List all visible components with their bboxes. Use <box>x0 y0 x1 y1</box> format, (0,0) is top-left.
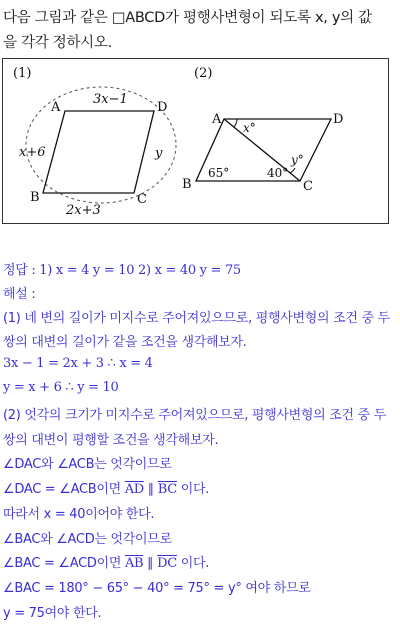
angle-calculation: ∠BAC = 180° − 65° − 40° = 75° = y° 여야 하므로 <box>3 581 311 596</box>
explanation-line: (1) 네 변의 길이가 미지수로 주어져있으므로, 평행사변형의 조건 중 두 <box>3 311 390 326</box>
explanation-line: 쌍의 대변의 길이가 같을 조건을 생각해보자. <box>3 335 247 350</box>
conclusion-y: y = 75여야 한다. <box>3 606 102 621</box>
figure-2-angle-y: y° <box>291 153 304 167</box>
figure-2-angle-x: x° <box>243 121 256 135</box>
parallel-statement-2 <box>3 552 209 571</box>
parallel-2-suffix: 이다. <box>176 556 210 571</box>
figure-2-label: (2) <box>194 66 213 81</box>
angle-arc-c <box>290 168 295 173</box>
figure-box <box>2 58 389 224</box>
explanation-line: ∠DAC와 ∠ACB는 엇각이므로 <box>3 457 172 472</box>
question-line-1: 다음 그림과 같은 □ABCD가 평행사변형이 되도록 x, y의 값 <box>3 10 372 26</box>
figure-1-vertex-c: C <box>137 192 147 207</box>
figure-2-angle-b: 65° <box>208 166 230 180</box>
figure-2-vertex-b: B <box>182 177 192 192</box>
parallel-statement-1 <box>3 478 209 497</box>
diagonal-ac <box>224 119 300 181</box>
conclusion-x: 따라서 x = 40이어야 한다. <box>3 507 155 522</box>
figure-1-top-side: 3x−1 <box>93 92 128 107</box>
angle-arc-a <box>234 119 237 127</box>
parallel-1-prefix: ∠DAC = ∠ACB이면 <box>3 482 125 497</box>
figure-2-vertex-c: C <box>303 179 313 194</box>
explanation-line: 쌍의 대변이 평행할 조건을 생각해보자. <box>3 433 219 448</box>
explanation-label: 해설 : <box>3 287 36 302</box>
figure-1-right-side: y <box>155 146 163 161</box>
alternate-angle-line: ∠BAC와 ∠ACD는 엇각이므로 <box>3 532 172 547</box>
figure-2-vertex-a: A <box>212 112 222 127</box>
segment-bc: $\overline{BC}$ <box>157 482 177 497</box>
figures-svg <box>3 59 390 225</box>
segment-ab: $\overline{AB}$ <box>124 556 144 571</box>
answer-result: 정답 : 1) x = 4 y = 10 2) x = 40 y = 75 <box>3 263 241 278</box>
explanation-line: (2) 엇각의 크기가 미지수로 주어져있으므로, 평행사변형의 조건 중 두 <box>3 408 386 423</box>
figure-1-vertex-a: A <box>51 100 61 115</box>
figure-1-bottom-side: 2x+3 <box>66 203 101 218</box>
parallel-symbol: ∥ <box>143 482 158 497</box>
equation-line: 3x − 1 = 2x + 3 ∴ x = 4 <box>3 356 153 371</box>
figure-1-label: (1) <box>13 66 32 81</box>
parallel-1-suffix: 이다. <box>176 482 210 497</box>
parallelogram-1 <box>43 111 154 193</box>
equation-line: y = x + 6 ∴ y = 10 <box>3 380 119 395</box>
parallel-symbol: ∥ <box>143 556 158 571</box>
segment-dc: $\overline{DC}$ <box>157 556 177 571</box>
figure-1-vertex-b: B <box>30 190 40 205</box>
figure-1-left-side: x+6 <box>19 145 46 160</box>
figure-2-angle-acb: 40° <box>267 166 289 180</box>
parallel-2-prefix: ∠BAC = ∠ACD이면 <box>3 556 125 571</box>
figure-1-vertex-d: D <box>157 100 168 115</box>
segment-ad: $\overline{AD}$ <box>124 482 144 497</box>
figure-2-vertex-d: D <box>333 112 344 127</box>
question-line-2: 을 각각 정하시오. <box>3 35 112 51</box>
